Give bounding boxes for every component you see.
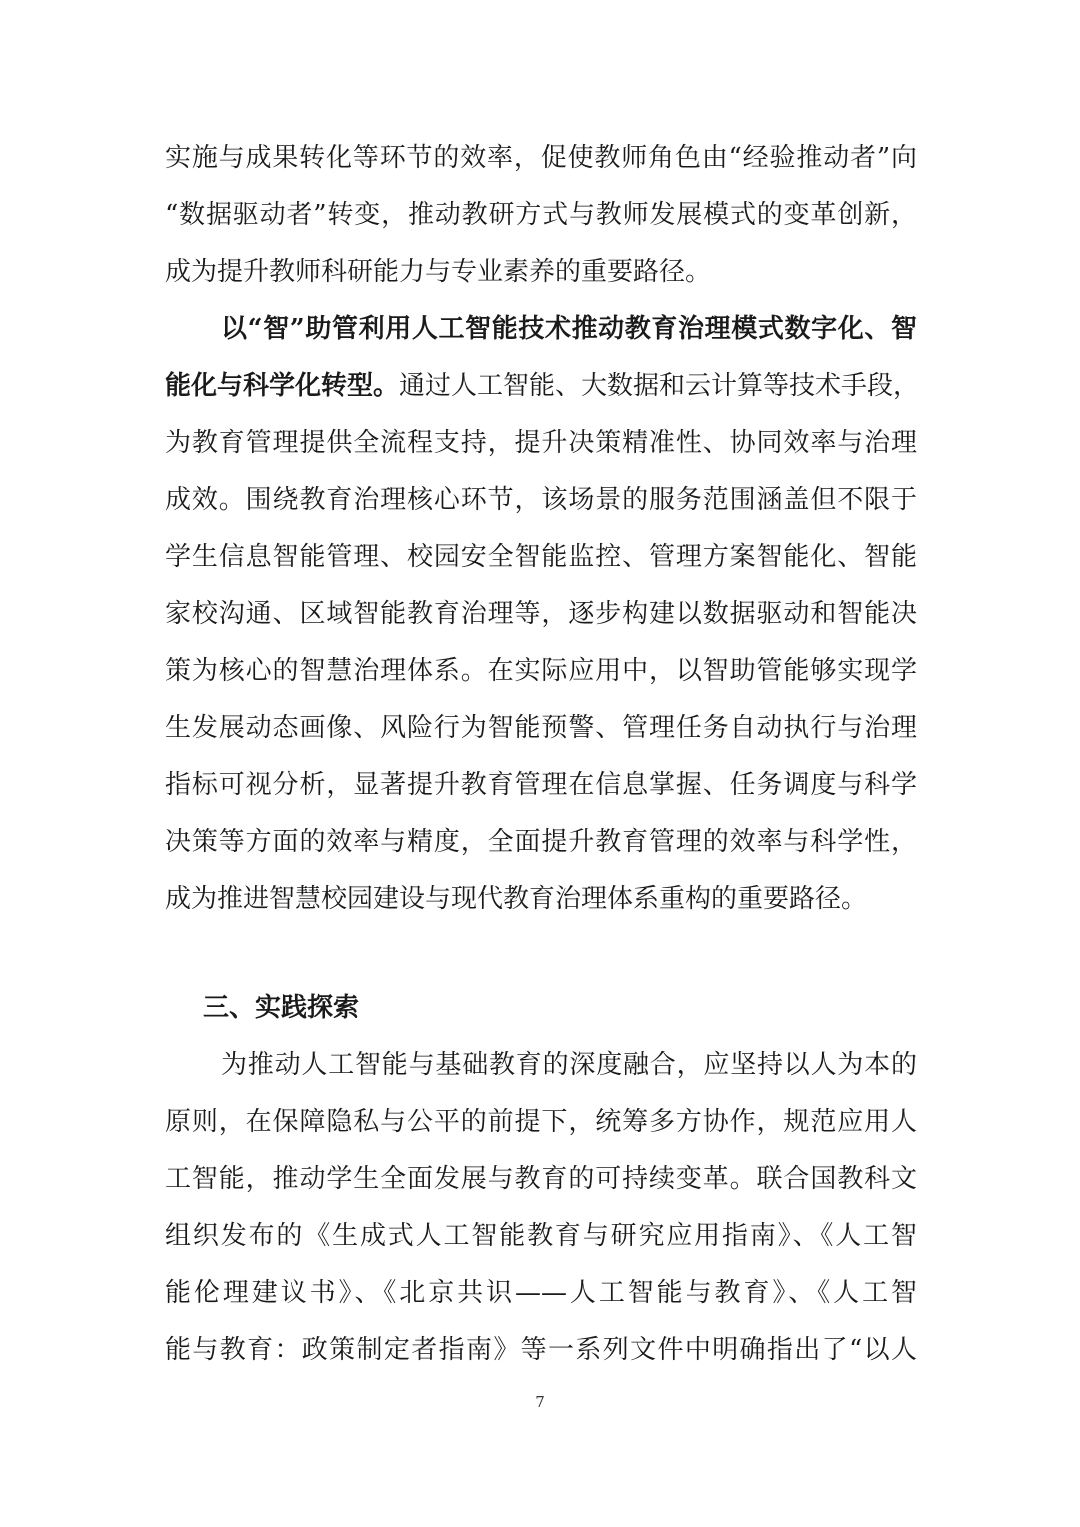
text-run: 通过人工智能、大数据和云计算等技术手段，	[399, 371, 920, 401]
page-number: 7	[535, 1393, 545, 1411]
text-line: 能与教育：政策制定者指南》等一系列文件中明确指出了“以人	[165, 1335, 917, 1365]
paragraph	[165, 130, 917, 301]
paragraph	[165, 1037, 917, 1379]
text-line: 原则，在保障隐私与公平的前提下，统筹多方协作，规范应用人	[165, 1107, 917, 1137]
text-line: 能伦理建议书》、《北京共识——人工智能与教育》、《人工智	[165, 1278, 917, 1308]
text-line: 决策等方面的效率与精度，全面提升教育管理的效率与科学性，	[165, 827, 917, 857]
text-line: 成为推进智慧校园建设与现代教育治理体系重构的重要路径。	[165, 884, 868, 914]
paragraph-lead-heading: 以“智”助管利用人工智能技术推动教育治理模式数字化、智	[221, 314, 917, 344]
paragraph-lead-heading-end: 能化与科学化转型。	[165, 371, 400, 401]
text-line: 工智能，推动学生全面发展与教育的可持续变革。联合国教科文	[165, 1164, 917, 1194]
section-heading: 三、实践探索	[203, 993, 360, 1023]
text-line: 为教育管理提供全流程支持，提升决策精准性、协同效率与治理	[165, 428, 917, 458]
text-line: 为推动人工智能与基础教育的深度融合，应坚持以人为本的	[221, 1050, 917, 1080]
paragraph	[165, 301, 920, 928]
text-line: “数据驱动者”转变，推动教研方式与教师发展模式的变革创新，	[165, 200, 917, 230]
text-line: 生发展动态画像、风险行为智能预警、管理任务自动执行与治理	[165, 713, 917, 743]
text-line: 成效。围绕教育治理核心环节，该场景的服务范围涵盖但不限于	[165, 485, 917, 515]
text-line: 学生信息智能管理、校园安全智能监控、管理方案智能化、智能	[165, 542, 917, 572]
page-body	[165, 130, 920, 1379]
text-line: 家校沟通、区域智能教育治理等，逐步构建以数据驱动和智能决	[165, 599, 917, 629]
text-line: 实施与成果转化等环节的效率，促使教师角色由“经验推动者”向	[165, 143, 917, 173]
text-line: 成为提升教师科研能力与专业素养的重要路径。	[165, 257, 712, 287]
text-line: 策为核心的智慧治理体系。在实际应用中，以智助管能够实现学	[165, 656, 917, 686]
text-line: 指标可视分析，显著提升教育管理在信息掌握、任务调度与科学	[165, 770, 917, 800]
text-line: 组织发布的《生成式人工智能教育与研究应用指南》、《人工智	[165, 1221, 917, 1251]
text-line	[165, 358, 920, 415]
